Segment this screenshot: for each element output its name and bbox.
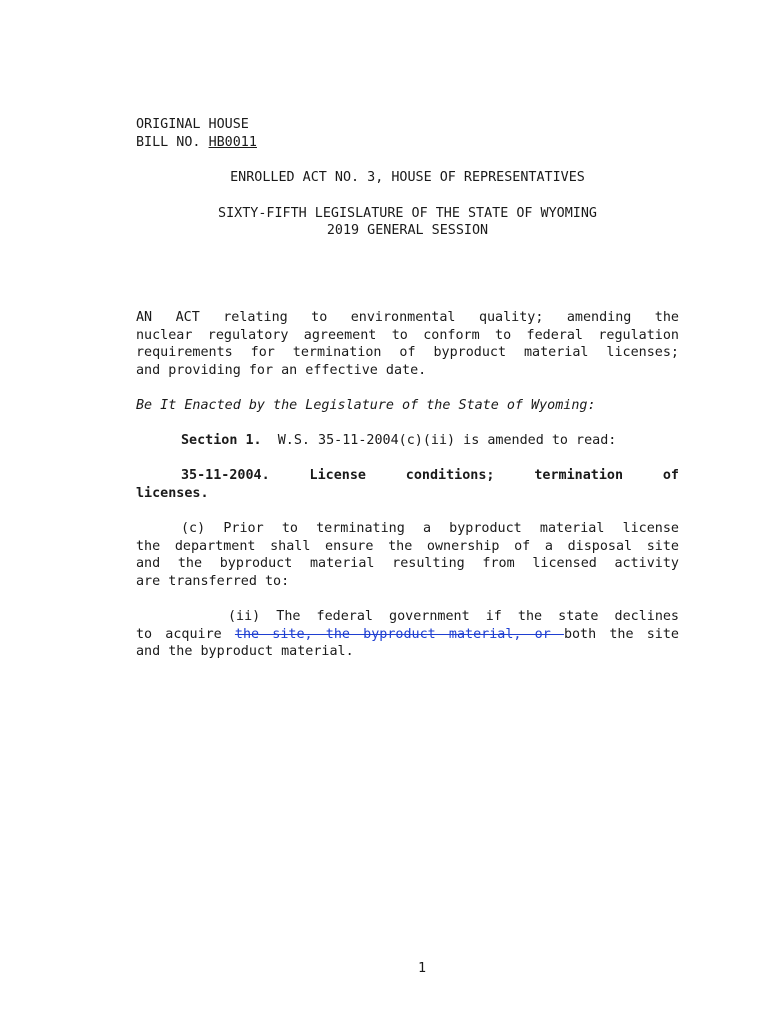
subsection-c-line: and the byproduct material resulting from licensed activity xyxy=(136,556,679,572)
act-title-line: AN ACT relating to environmental quality; amending the xyxy=(136,310,679,325)
section-1-text: W.S. 35-11-2004(c)(ii) is amended to read: xyxy=(277,433,617,448)
act-title-paragraph xyxy=(136,309,679,379)
paragraph-ii-line xyxy=(136,626,679,644)
original-house-label: ORIGINAL HOUSE xyxy=(136,117,249,132)
paragraph-ii xyxy=(136,608,679,661)
section-1-line xyxy=(181,432,616,450)
act-title-line: and providing for an effective date. xyxy=(136,362,427,378)
subsection-c-line: are transferred to: xyxy=(136,573,290,589)
subsection-c-line: (c) Prior to terminating a byproduct material license xyxy=(181,521,679,536)
legislature-heading: SIXTY-FIFTH LEGISLATURE OF THE STATE OF WYOMING xyxy=(218,206,597,221)
struck-text: the site, the byproduct material, or xyxy=(234,626,564,642)
session-heading: 2019 GENERAL SESSION xyxy=(326,223,489,238)
enacting-clause: Be It Enacted by the Legislature of the State of Wyoming: xyxy=(136,398,596,413)
subsection-c-line: the department shall ensure the ownership of a disposal site xyxy=(136,538,679,554)
enrolled-act-heading: ENROLLED ACT NO. 3, HOUSE OF REPRESENTATIVES xyxy=(230,170,585,185)
act-title-line: requirements for termination of byproduct material licenses; xyxy=(136,345,679,361)
statute-heading-line: licenses. xyxy=(136,485,209,501)
statute-heading xyxy=(136,467,679,502)
subsection-c-paragraph xyxy=(136,520,679,590)
paragraph-ii-text-before: to acquire xyxy=(136,626,235,642)
paragraph-ii-line: (ii) The federal government if the state declines xyxy=(228,609,679,624)
page-number: 1 xyxy=(417,961,427,976)
paragraph-ii-line: and the byproduct material. xyxy=(136,644,354,660)
act-title-line: nuclear regulatory agreement to conform to federal regulation xyxy=(136,327,679,343)
paragraph-ii-text-after: both the site xyxy=(563,626,679,642)
bill-prefix: BILL NO. xyxy=(136,135,201,150)
bill-number: HB0011 xyxy=(208,135,257,150)
statute-heading-line: 35-11-2004. License conditions; termination of xyxy=(181,468,679,483)
bill-number-line xyxy=(136,134,257,152)
section-1-label: Section 1. xyxy=(181,433,262,448)
